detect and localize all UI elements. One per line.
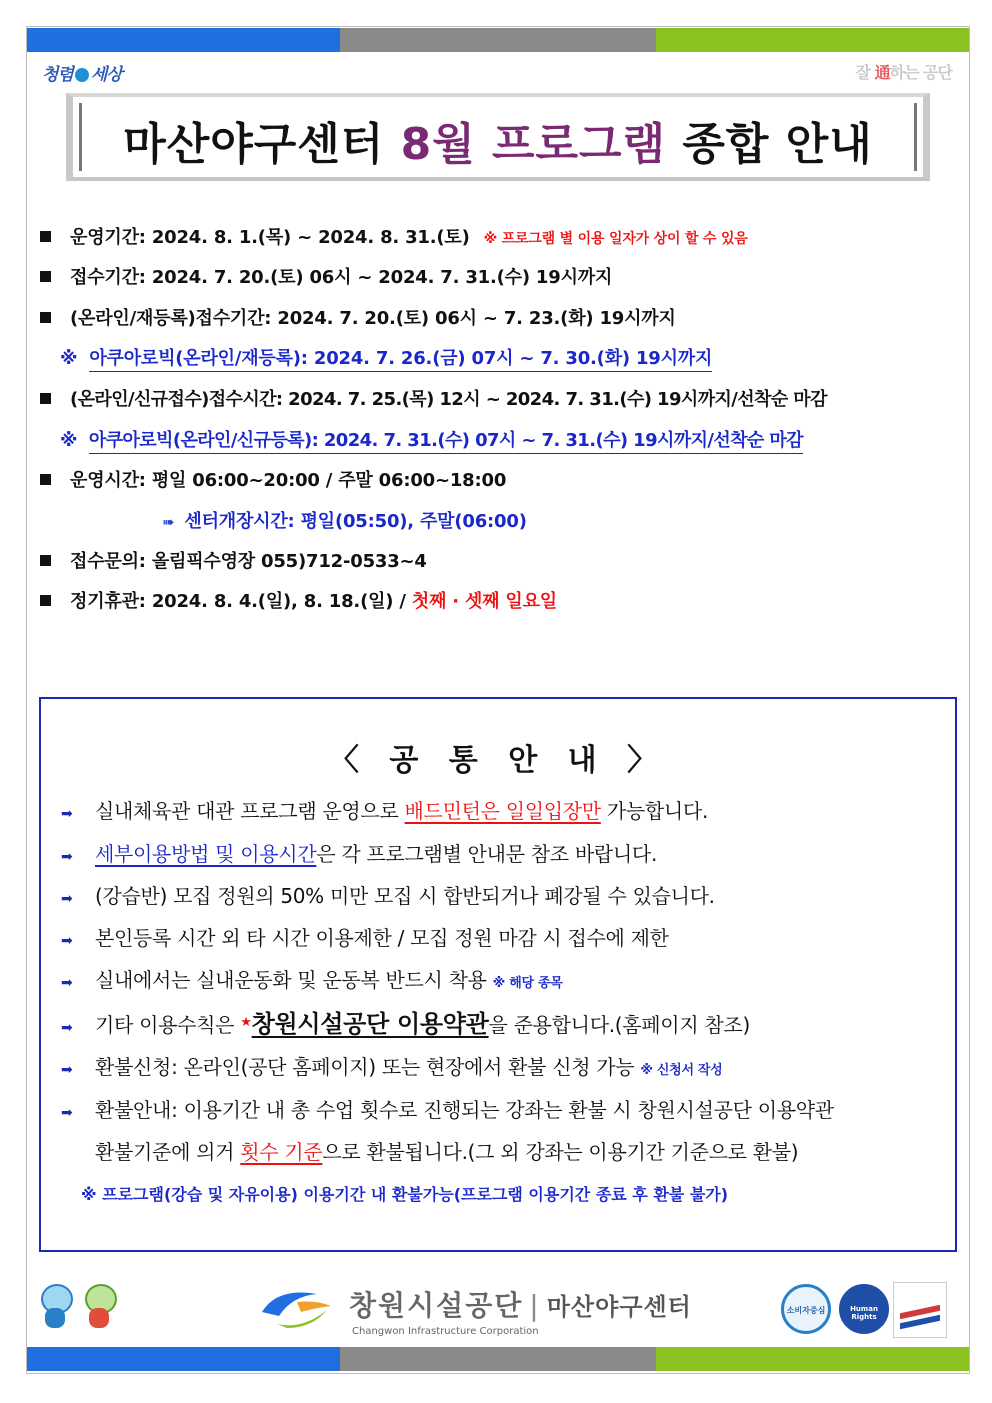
logo-dot-icon [75,68,89,82]
certification-badge-icon [893,1282,947,1338]
info-opening-hours: ➠ 센터개장시간: 평일(05:50), 주말(06:00) [162,511,527,532]
integrity-slogan-logo: 청렴 세상 [42,65,122,85]
square-bullet-icon [40,231,51,242]
arrow-right-icon: ➡ [61,1020,73,1036]
square-bullet-icon [40,312,51,323]
notice-item-terms: ➡ 기타 이용수칙은 ★창원시설공단 이용약관을 준용합니다.(홈페이지 참조) [61,1010,750,1038]
common-notice-box [39,697,957,1252]
arrow-right-icon: ➡ [61,975,73,991]
arrow-right-icon: ➡ [61,1062,73,1078]
info-operation-hours: 운영시간: 평일 06:00~20:00 / 주말 06:00~18:00 [40,466,506,492]
slogan-logo-right: 잘 通하는 공단 [855,63,952,82]
notice-item-indoor-shoes: ➡ 실내에서는 실내운동화 및 운동복 반드시 착용 ※ 해당 종목 [61,968,563,992]
info-aquarobic-new-registration: ※ 아쿠아로빅(온라인/신규등록): 2024. 7. 31.(수) 07시 ~ 7. 31.(수) 19시까지/선착순 마감 [60,426,803,452]
notice-item-time-restriction: ➡ 본인등록 시간 외 타 시간 이용제한 / 모집 정원 마감 시 접수에 제한 [61,926,669,950]
info-regular-closure: 정기휴관: 2024. 8. 4.(일), 8. 18.(일) / 첫째 · 셋째 일요일 [40,587,557,613]
square-bullet-icon [40,474,51,485]
arrow-right-icon: ➡ [61,933,73,949]
page-title: 마산야구센터 8월 프로그램 종합 안내 [123,119,873,170]
corp-swirl-logo-icon [257,1282,337,1332]
footer [27,1270,969,1340]
square-bullet-icon [40,555,51,566]
notice-item-class-merge: ➡ (강습반) 모집 정원의 50% 미만 모집 시 합반되거나 폐강될 수 있습니다. [61,884,715,908]
square-bullet-icon [40,595,51,606]
notice-item-refund-guide: ➡ 환불안내: 이용기간 내 총 수업 횟수로 진행되는 강좌는 환불 시 창원시설공단 이용약관 [61,1098,834,1122]
notice-item-refund-request: ➡ 환불신청: 온라인(공단 홈페이지) 또는 현장에서 환불 신청 가능 ※ 신청서 작성 [61,1055,723,1079]
info-registration-period: 접수기간: 2024. 7. 20.(토) 06시 ~ 2024. 7. 31.(수) 19시까지 [40,263,612,289]
mascot-green-icon [81,1284,117,1330]
human-rights-badge-icon: Human Rights [839,1284,889,1334]
notice-item-badminton: ➡ 실내체육관 대관 프로그램 운영으로 배드민턴은 일일입장만 가능합니다. [61,799,709,823]
arrow-right-icon: ➡ [61,891,73,907]
arrow-right-icon: ➠ [162,513,175,531]
info-aquarobic-reregistration: ※ 아쿠아로빅(온라인/재등록): 2024. 7. 26.(금) 07시 ~ 7. 30.(화) 19시까지 [60,344,712,370]
bottom-color-bar [27,1347,969,1371]
notice-title: 〈 공 통 안 내 〉 [328,743,668,778]
arrow-right-icon: ➡ [61,806,73,822]
consumer-centered-badge-icon: 소비자중심 [781,1284,831,1334]
arrow-right-icon: ➡ [61,849,73,865]
corp-name: 창원시설공단 | 마산야구센터 [349,1289,692,1322]
info-online-new-registration: (온라인/신규접수)접수시간: 2024. 7. 25.(목) 12시 ~ 2024. 7. 31.(수) 19시까지/선착순 마감 [40,385,827,411]
arrow-right-icon: ➡ [61,1105,73,1121]
info-operation-period: 운영기간: 2024. 8. 1.(목) ~ 2024. 8. 31.(토) ※ 프로그램 별 이용 일자가 상이 할 수 있음 [40,223,748,249]
info-online-reregistration: (온라인/재등록)접수기간: 2024. 7. 20.(토) 06시 ~ 7. 23.(화) 19시까지 [40,304,676,330]
terms-link[interactable]: 창원시설공단 이용약관 [251,1010,489,1038]
square-bullet-icon [40,393,51,404]
corp-english-name: Changwon Infrastructure Corporation [352,1326,539,1337]
mascot-blue-icon [37,1284,73,1330]
star-icon: ★ [240,1015,252,1030]
notice-item-refund-guide-cont: 환불기준에 의거 횟수 기준으로 환불됩니다.(그 외 강좌는 이용기간 기준으로 환불) [95,1140,799,1164]
square-bullet-icon [40,271,51,282]
top-color-bar [27,28,969,52]
title-box [66,93,930,181]
info-contact: 접수문의: 올림픽수영장 055)712-0533~4 [40,547,427,573]
notice-refund-note: ※ 프로그램(강습 및 자유이용) 이용기간 내 환불가능(프로그램 이용기간 종료 후 환불 불가) [81,1185,729,1204]
notice-item-usage-details: ➡ 세부이용방법 및 이용시간은 각 프로그램별 안내문 참조 바랍니다. [61,842,658,866]
